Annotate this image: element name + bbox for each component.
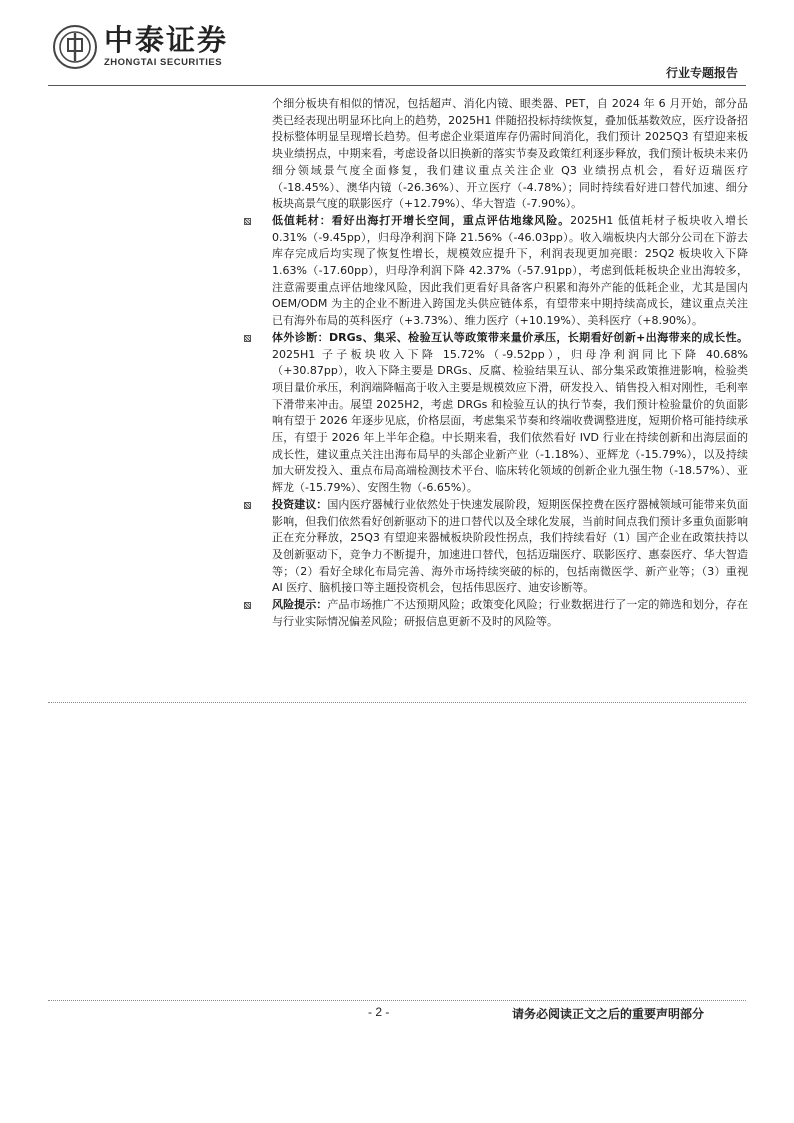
bullet-body: 国内医疗器械行业依然处于快速发展阶段，短期医保控费在医疗器械领域可能带来负面影响，但我们依然看好创新驱动下的进口替代以及全球化发展，当前时间点我们预计多重负面影响正在充分释放，25Q3 有望迎来器械板块阶段性拐点，我们持续看好（1）国产企业在政策扶持以及创新驱动下，竞争力不断提升，加速进口替代，包括迈瑞医疗、联影医疗、惠泰医疗、华大智造等；（2）看好全球化布局完善、海外市场持续突破的标的，包括南微医学、新产业等；（3）重视 AI 医疗、脑机接口等主题投资机会，包括伟思医疗、迪安诊断等。 (272, 497, 748, 595)
bullet-title: 体外诊断：DRGs、集采、检验互认等政策带来量价承压，长期看好创新+出海带来的成长性。 (272, 330, 748, 344)
bullet-title: 风险提示： (272, 598, 328, 612)
page-header (0, 0, 794, 90)
bullet-marker-icon (244, 218, 251, 225)
report-type-label: 行业专题报告 (665, 66, 738, 80)
bullet-title: 投资建议： (272, 497, 328, 511)
bullet-paragraph (272, 213, 748, 330)
bullet-paragraph (272, 497, 748, 597)
bullet-body: 2025H1 子子板块收入下降 15.72%（-9.52pp），归母净利润同比下降 40.68%（+30.87pp），收入下降主要是 DRGs、反腐、检验结果互认、部分集采政策推进影响，检验类项目量价承压，利润端降幅高于收入主要是规模效应下滑，研发投入、销售投入相对刚性，毛利率下滑带来冲击。展望 2025H2，考虑 DRGs 和检验互认的执行节奏，我们预计检验量价的负面影响有望于 2026 年逐步见底，价格层面，考虑集采节奏和终端收费调整进度，短期价格可能持续承压，有望于 2026 年上半年企稳。中长期来看，我们依然看好 IVD 行业在持续创新和出海层面的成长性，建议重点关注出海布局早的头部企业新产业（-1.18%）、亚辉龙（-15.79%），以及持续加大研发投入、重点布局高端检测技术平台、临床转化领域的创新企业九强生物（-18.57%）、亚辉龙（-15.79%）、安图生物（-6.65%）。 (272, 347, 748, 495)
bullet-low-value-consumables (232, 213, 748, 330)
bullet-body: 产品市场推广不达预期风险；政策变化风险；行业数据进行了一定的筛选和划分，存在与行业实际情况偏差风险；研报信息更新不及时的风险等。 (272, 598, 748, 628)
bullet-investment-advice (232, 497, 748, 597)
logo-english-name: ZHONGTAI SECURITIES (104, 57, 223, 68)
bullet-risk-warning (232, 597, 748, 630)
page-number: - 2 - (368, 1005, 390, 1019)
company-logo (52, 24, 228, 70)
header-divider (48, 85, 746, 86)
bullet-marker-icon (244, 502, 251, 509)
intro-paragraph: 个细分板块有相似的情况，包括超声、消化内镜、眼类器、PET，自 2024 年 6 月开始，部分品类已经表现出明显环比向上的趋势，2025H1 伴随招投标持续恢复，叠加低基数效应，医疗设备招投标整体明显呈现增长趋势。但考虑企业渠道库存仍需时间消化，我们预计 2025Q3 有望迎来板块业绩拐点，中期来看，考虑设备以旧换新的落实节奏及政策红利逐步释放，我们预计板块未来仍细分领域景气度全面修复，我们建议重点关注企业 Q3 业绩拐点机会，看好迈瑞医疗（-18.45%）、澳华内镜（-26.36%）、开立医疗（-4.78%）；同时持续看好进口替代加速、细分板块高景气度的联影医疗（+12.79%）、华大智造（-7.90%）。 (272, 97, 748, 211)
bullet-body: 2025H1 低值耗材子板块收入增长 0.31%（-9.45pp），归母净利润下降 21.56%（-46.03pp）。收入端板块内大部分公司在下游去库存完成后均实现了恢复性增长，规模效应提升下，利润表现更加亮眼：25Q2 板块收入下降 1.63%（-17.60pp），归母净利润下降 42.37%（-57.91pp），考虑到低耗板块企业出海较多，注意需要重点评估地缘风险，因此我们更看好具备客户积累和海外产能的低耗企业，尤其是国内 OEM/ODM 为主的企业不断进入跨国龙头供应链体系，有望带来中期持续高成长，建议重点关注已有海外布局的英科医疗（+3.73%）、维力医疗（+10.19%）、美科医疗（+8.90%）。 (272, 213, 748, 328)
zhongtai-emblem-icon (52, 24, 98, 70)
bullet-paragraph (272, 330, 748, 497)
logo-chinese-name: 中泰证券 (104, 23, 229, 57)
bullet-ivd (232, 330, 748, 497)
footer-disclaimer: 请务必阅读正文之后的重要声明部分 (512, 1007, 705, 1021)
content-bottom-divider (48, 702, 746, 703)
bullet-title: 低值耗材：看好出海打开增长空间，重点评估地缘风险。 (272, 213, 571, 227)
bullet-paragraph (272, 597, 748, 630)
bullet-marker-icon (244, 602, 251, 609)
footer-divider (48, 1000, 746, 1001)
bullet-marker-icon (244, 335, 251, 342)
report-body (232, 96, 748, 631)
